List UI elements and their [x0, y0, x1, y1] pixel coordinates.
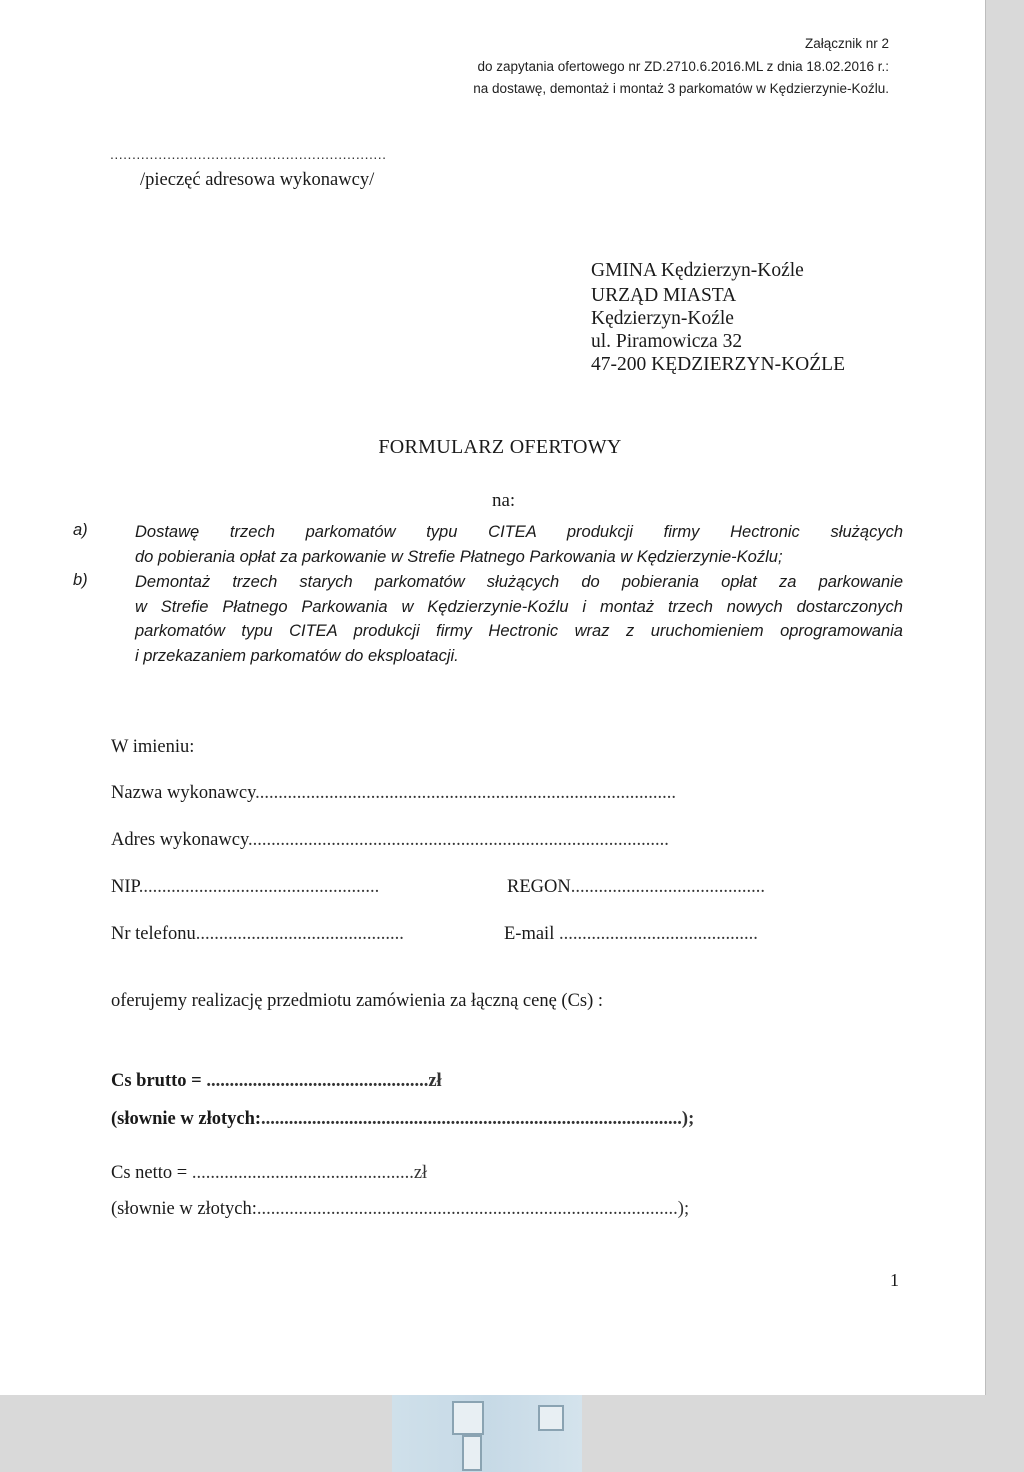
page-number: 1	[890, 1270, 899, 1290]
phone-field[interactable]	[111, 924, 404, 945]
gross-price-field[interactable]	[111, 1071, 442, 1092]
contractor-name-blank[interactable]: ...........................................................................................	[255, 783, 677, 803]
recipient-line-2: URZĄD MIASTA	[591, 285, 737, 306]
item-b-text	[135, 570, 903, 668]
inquiry-reference: do zapytania ofertowego nr ZD.2710.6.2016.ML z dnia 18.02.2016 r.:	[477, 59, 889, 74]
net-price-label: Cs netto =	[111, 1163, 188, 1183]
net-price-field[interactable]	[111, 1163, 427, 1184]
scan-marker-icon	[462, 1435, 482, 1471]
item-a-letter: a)	[73, 521, 88, 539]
recipient-line-3: Kędzierzyn-Koźle	[591, 308, 734, 329]
inquiry-subject: na dostawę, demontaż i montaż 3 parkomatów w Kędzierzynie-Koźlu.	[473, 81, 889, 96]
on-behalf-label: W imieniu:	[111, 737, 195, 757]
regon-blank[interactable]: ..........................................	[570, 877, 765, 897]
regon-label: REGON	[507, 877, 571, 897]
form-title: FORMULARZ OFERTOWY	[378, 436, 622, 458]
contractor-address-field[interactable]	[111, 830, 669, 851]
item-a-line-2: do pobierania opłat za parkowanie w Strefie Płatnego Parkowania w Kędzierzynie-Koźlu;	[135, 547, 783, 566]
scan-footer-strip	[392, 1395, 582, 1472]
net-price-blank[interactable]: ................................................zł	[191, 1163, 428, 1183]
recipient-line-5: 47-200 KĘDZIERZYN-KOŹLE	[591, 354, 845, 375]
stamp-label: /pieczęć adresowa wykonawcy/	[140, 170, 375, 190]
net-words-label: (słownie w złotych:	[111, 1199, 257, 1219]
contractor-address-blank[interactable]: ...........................................................................................	[248, 830, 669, 850]
phone-label: Nr telefonu	[111, 924, 196, 944]
nip-label: NIP	[111, 877, 139, 897]
email-label: E-mail	[504, 924, 555, 944]
form-subtitle: na:	[492, 490, 516, 511]
gross-price-label: Cs brutto =	[111, 1071, 202, 1091]
item-b-letter: b)	[73, 571, 88, 589]
gross-words-field[interactable]	[111, 1109, 694, 1130]
attachment-label: Załącznik nr 2	[804, 36, 889, 51]
item-a-line-1: Dostawę trzech parkomatów typu CITEA produkcji firmy Hectronic służących	[135, 523, 903, 541]
phone-blank[interactable]: .............................................	[195, 924, 404, 944]
gross-words-label: (słownie w złotych:	[111, 1109, 262, 1129]
item-a-text	[135, 520, 903, 569]
contractor-name-label: Nazwa wykonawcy	[111, 783, 256, 803]
recipient-line-1: GMINA Kędzierzyn-Koźle	[591, 260, 804, 281]
net-words-field[interactable]	[111, 1199, 689, 1220]
email-field[interactable]	[504, 924, 758, 945]
net-words-blank[interactable]: ...........................................................................................);	[256, 1199, 690, 1219]
email-blank[interactable]: ...........................................	[558, 924, 758, 944]
offer-statement: oferujemy realizację przedmiotu zamówienia za łączną cenę (Cs) :	[111, 991, 604, 1011]
item-b-line-2: w Strefie Płatnego Parkowania w Kędzierzynie-Koźlu i montaż trzech nowych dostarczonych	[135, 597, 903, 616]
nip-field[interactable]	[111, 877, 379, 898]
recipient-line-4: ul. Piramowicza 32	[591, 331, 743, 352]
gross-price-blank[interactable]: ................................................zł	[206, 1071, 442, 1091]
gross-words-blank[interactable]: ...........................................................................................);	[261, 1109, 695, 1129]
scan-marker-icon	[452, 1401, 484, 1435]
item-b-line-1: Demontaż trzech starych parkomatów służących do pobierania opłat za parkowanie	[135, 573, 903, 591]
item-b-line-4: i przekazaniem parkomatów do eksploatacji.	[135, 646, 459, 665]
regon-field[interactable]	[507, 877, 765, 898]
item-b-line-3: parkomatów typu CITEA produkcji firmy Hectronic wraz z uruchomieniem oprogramowania	[135, 622, 903, 640]
nip-blank[interactable]: ....................................................	[138, 877, 380, 897]
stamp-dotted-line: ...............................................................	[110, 146, 387, 162]
scan-marker-icon	[538, 1405, 564, 1431]
contractor-address-label: Adres wykonawcy	[111, 830, 248, 850]
contractor-name-field[interactable]	[111, 783, 676, 804]
